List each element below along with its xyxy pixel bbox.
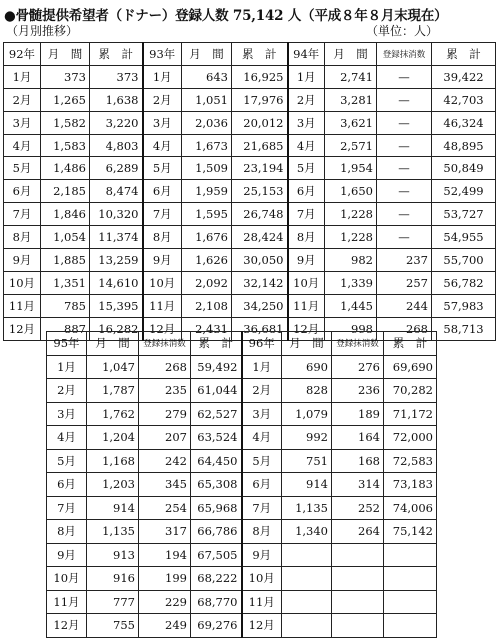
column-header: 登録抹消数 — [332, 332, 384, 356]
value-cell: 982 — [325, 249, 377, 272]
value-cell: 10,320 — [90, 203, 143, 226]
donor-table-1992-1994 — [3, 42, 496, 341]
value-cell: 992 — [282, 426, 332, 450]
month-cell: 5月 — [288, 157, 325, 180]
table-row — [47, 543, 437, 567]
month-cell: 6月 — [288, 180, 325, 203]
month-cell: 12月 — [143, 317, 182, 340]
value-cell: 317 — [139, 520, 191, 544]
month-cell: 12月 — [4, 317, 41, 340]
value-cell: 3,281 — [325, 88, 377, 111]
month-cell: 6月 — [47, 473, 87, 497]
value-cell: 913 — [87, 543, 139, 567]
table-header-row — [4, 43, 496, 66]
value-cell: 244 — [377, 294, 432, 317]
value-cell — [282, 614, 332, 638]
table-row — [47, 449, 437, 473]
value-cell: 164 — [332, 426, 384, 450]
value-cell: 74,006 — [384, 496, 437, 520]
month-cell: 3月 — [288, 111, 325, 134]
value-cell: 1,265 — [41, 88, 90, 111]
value-cell: — — [377, 180, 432, 203]
value-cell: 72,583 — [384, 449, 437, 473]
value-cell: 8,474 — [90, 180, 143, 203]
value-cell: 785 — [41, 294, 90, 317]
table-row — [47, 520, 437, 544]
column-header: 92年 — [4, 43, 41, 66]
month-cell: 8月 — [4, 226, 41, 249]
month-cell: 11月 — [288, 294, 325, 317]
value-cell: 828 — [282, 379, 332, 403]
value-cell: 276 — [332, 355, 384, 379]
value-cell: 1,203 — [87, 473, 139, 497]
value-cell: 62,527 — [191, 402, 242, 426]
table-row — [4, 157, 496, 180]
value-cell: 1,079 — [282, 402, 332, 426]
value-cell: 64,450 — [191, 449, 242, 473]
value-cell: 1,228 — [325, 226, 377, 249]
value-cell: 1,168 — [87, 449, 139, 473]
value-cell: 72,000 — [384, 426, 437, 450]
value-cell: — — [377, 157, 432, 180]
value-cell: 67,505 — [191, 543, 242, 567]
month-cell: 55,700 — [432, 249, 496, 272]
month-cell: 3月 — [47, 402, 87, 426]
value-cell — [332, 614, 384, 638]
value-cell: 11,374 — [90, 226, 143, 249]
table-row — [47, 379, 437, 403]
month-cell: 12月 — [288, 317, 325, 340]
value-cell — [332, 567, 384, 591]
value-cell: 70,282 — [384, 379, 437, 403]
month-cell: 7月 — [288, 203, 325, 226]
value-cell: 1,509 — [182, 157, 232, 180]
month-cell: 10月 — [47, 567, 87, 591]
month-cell: 5月 — [47, 449, 87, 473]
value-cell: 1,954 — [325, 157, 377, 180]
table-row — [4, 226, 496, 249]
table-row — [47, 402, 437, 426]
page-title: ●骨髄提供希望者（ドナー）登録人数 75,142 人（平成８年８月末現在） — [4, 8, 448, 24]
month-cell: 6月 — [143, 180, 182, 203]
month-cell: 54,955 — [432, 226, 496, 249]
value-cell: 71,172 — [384, 402, 437, 426]
month-cell: 6月 — [242, 473, 282, 497]
value-cell: 36,681 — [232, 317, 288, 340]
month-cell: 7月 — [143, 203, 182, 226]
value-cell: 207 — [139, 426, 191, 450]
value-cell: 75,142 — [384, 520, 437, 544]
column-header: 月 間 — [182, 43, 232, 66]
table-row — [47, 567, 437, 591]
month-cell: 12月 — [47, 614, 87, 638]
month-cell: 9月 — [47, 543, 87, 567]
value-cell: 1,787 — [87, 379, 139, 403]
table-row — [47, 426, 437, 450]
value-cell: 168 — [332, 449, 384, 473]
value-cell: 14,610 — [90, 271, 143, 294]
value-cell: 65,968 — [191, 496, 242, 520]
month-cell: 3月 — [242, 402, 282, 426]
value-cell: 1,051 — [182, 88, 232, 111]
month-cell: 8月 — [47, 520, 87, 544]
month-cell: 4月 — [47, 426, 87, 450]
value-cell: 1,445 — [325, 294, 377, 317]
value-cell: 1,885 — [41, 249, 90, 272]
value-cell — [282, 543, 332, 567]
value-cell: 23,194 — [232, 157, 288, 180]
value-cell: 61,044 — [191, 379, 242, 403]
month-cell: 8月 — [242, 520, 282, 544]
value-cell: 63,524 — [191, 426, 242, 450]
month-cell: 57,983 — [432, 294, 496, 317]
month-cell: 58,713 — [432, 317, 496, 340]
value-cell: 643 — [182, 65, 232, 88]
value-cell: 777 — [87, 590, 139, 614]
value-cell: 314 — [332, 473, 384, 497]
value-cell: 264 — [332, 520, 384, 544]
month-cell: 12月 — [242, 614, 282, 638]
month-cell: 9月 — [242, 543, 282, 567]
value-cell: 32,142 — [232, 271, 288, 294]
value-cell: 3,220 — [90, 111, 143, 134]
value-cell: 254 — [139, 496, 191, 520]
month-cell: 11月 — [47, 590, 87, 614]
month-cell: 2月 — [143, 88, 182, 111]
value-cell — [384, 543, 437, 567]
month-cell: 53,727 — [432, 203, 496, 226]
value-cell: 20,012 — [232, 111, 288, 134]
value-cell: 1,846 — [41, 203, 90, 226]
table-row — [4, 65, 496, 88]
value-cell: — — [377, 111, 432, 134]
value-cell: 73,183 — [384, 473, 437, 497]
column-header: 月 間 — [282, 332, 332, 356]
donor-table-1995-1996 — [46, 331, 437, 638]
value-cell: 26,748 — [232, 203, 288, 226]
value-cell: 1,047 — [87, 355, 139, 379]
value-cell: 1,135 — [282, 496, 332, 520]
value-cell: 2,741 — [325, 65, 377, 88]
month-cell: 2月 — [288, 88, 325, 111]
month-cell: 1月 — [143, 65, 182, 88]
value-cell: 373 — [41, 65, 90, 88]
month-cell: 10月 — [4, 271, 41, 294]
value-cell: 2,431 — [182, 317, 232, 340]
value-cell: 1,228 — [325, 203, 377, 226]
value-cell: 16,282 — [90, 317, 143, 340]
value-cell: 65,308 — [191, 473, 242, 497]
value-cell — [384, 590, 437, 614]
table-row — [4, 203, 496, 226]
column-header: 95年 — [47, 332, 87, 356]
value-cell: 1,959 — [182, 180, 232, 203]
month-cell: 3月 — [143, 111, 182, 134]
month-cell: 1月 — [47, 355, 87, 379]
value-cell: 345 — [139, 473, 191, 497]
month-cell: 8月 — [143, 226, 182, 249]
table-row — [47, 355, 437, 379]
value-cell: 242 — [139, 449, 191, 473]
column-header: 登録抹消数 — [139, 332, 191, 356]
column-header: 93年 — [143, 43, 182, 66]
month-cell: 7月 — [4, 203, 41, 226]
column-header: 月 間 — [325, 43, 377, 66]
value-cell: 28,424 — [232, 226, 288, 249]
value-cell: 1,340 — [282, 520, 332, 544]
value-cell: 998 — [325, 317, 377, 340]
column-header: 累 計 — [432, 43, 496, 66]
value-cell: 194 — [139, 543, 191, 567]
value-cell: 914 — [87, 496, 139, 520]
month-cell: 2月 — [4, 88, 41, 111]
value-cell: 2,036 — [182, 111, 232, 134]
month-cell: 11月 — [4, 294, 41, 317]
value-cell: 17,976 — [232, 88, 288, 111]
month-cell: 2月 — [242, 379, 282, 403]
month-cell: 1月 — [4, 65, 41, 88]
value-cell: 249 — [139, 614, 191, 638]
value-cell: 235 — [139, 379, 191, 403]
month-cell: 6月 — [4, 180, 41, 203]
column-header: 月 間 — [41, 43, 90, 66]
column-header: 96年 — [242, 332, 282, 356]
month-cell: 1月 — [242, 355, 282, 379]
value-cell: 1,582 — [41, 111, 90, 134]
value-cell: 690 — [282, 355, 332, 379]
value-cell: — — [377, 226, 432, 249]
month-cell: 9月 — [143, 249, 182, 272]
month-cell: 39,422 — [432, 65, 496, 88]
value-cell: 6,289 — [90, 157, 143, 180]
value-cell — [282, 567, 332, 591]
month-cell: 11月 — [242, 590, 282, 614]
month-cell: 5月 — [4, 157, 41, 180]
value-cell: 1,339 — [325, 271, 377, 294]
table-row — [4, 88, 496, 111]
month-cell: 9月 — [4, 249, 41, 272]
value-cell — [332, 543, 384, 567]
table-row — [47, 590, 437, 614]
month-cell: 1月 — [288, 65, 325, 88]
table-row — [47, 614, 437, 638]
month-cell: 11月 — [143, 294, 182, 317]
month-cell: 2月 — [47, 379, 87, 403]
value-cell: 1,054 — [41, 226, 90, 249]
value-cell: 68,222 — [191, 567, 242, 591]
value-cell: 25,153 — [232, 180, 288, 203]
value-cell: 373 — [90, 65, 143, 88]
month-cell: 56,782 — [432, 271, 496, 294]
value-cell: 30,050 — [232, 249, 288, 272]
month-cell: 4月 — [4, 134, 41, 157]
month-cell: 10月 — [143, 271, 182, 294]
value-cell: 1,204 — [87, 426, 139, 450]
table-row — [4, 180, 496, 203]
value-cell: 1,486 — [41, 157, 90, 180]
column-header: 累 計 — [384, 332, 437, 356]
value-cell: 237 — [377, 249, 432, 272]
value-cell: 755 — [87, 614, 139, 638]
value-cell: — — [377, 65, 432, 88]
column-header: 月 間 — [87, 332, 139, 356]
subtitle: （月別推移） — [6, 24, 79, 38]
value-cell: 68,770 — [191, 590, 242, 614]
value-cell: 252 — [332, 496, 384, 520]
value-cell — [384, 567, 437, 591]
month-cell: 10月 — [242, 567, 282, 591]
value-cell: 1,583 — [41, 134, 90, 157]
table-header-row — [47, 332, 437, 356]
value-cell: 4,803 — [90, 134, 143, 157]
value-cell: 1,626 — [182, 249, 232, 272]
value-cell: 2,185 — [41, 180, 90, 203]
value-cell: 1,638 — [90, 88, 143, 111]
value-cell: 268 — [139, 355, 191, 379]
value-cell: 1,135 — [87, 520, 139, 544]
month-cell: 3月 — [4, 111, 41, 134]
month-cell: 9月 — [288, 249, 325, 272]
value-cell: 1,351 — [41, 271, 90, 294]
column-header: 累 計 — [90, 43, 143, 66]
value-cell: 1,673 — [182, 134, 232, 157]
value-cell: 268 — [377, 317, 432, 340]
month-cell: 8月 — [288, 226, 325, 249]
value-cell: 1,762 — [87, 402, 139, 426]
table-row — [4, 111, 496, 134]
value-cell: 15,395 — [90, 294, 143, 317]
value-cell: 2,092 — [182, 271, 232, 294]
value-cell: 21,685 — [232, 134, 288, 157]
value-cell: 34,250 — [232, 294, 288, 317]
column-header: 94年 — [288, 43, 325, 66]
table-row — [4, 134, 496, 157]
table-row — [4, 271, 496, 294]
value-cell: 66,786 — [191, 520, 242, 544]
month-cell: 4月 — [242, 426, 282, 450]
value-cell: — — [377, 88, 432, 111]
month-cell: 5月 — [242, 449, 282, 473]
value-cell: 914 — [282, 473, 332, 497]
month-cell: 50,849 — [432, 157, 496, 180]
value-cell — [282, 590, 332, 614]
month-cell: 10月 — [288, 271, 325, 294]
column-header: 登録抹消数 — [377, 43, 432, 66]
month-cell: 5月 — [143, 157, 182, 180]
value-cell: 1,650 — [325, 180, 377, 203]
value-cell: 199 — [139, 567, 191, 591]
value-cell: 751 — [282, 449, 332, 473]
value-cell — [332, 590, 384, 614]
column-header: 累 計 — [232, 43, 288, 66]
table-row — [4, 294, 496, 317]
month-cell: 7月 — [242, 496, 282, 520]
table-row — [47, 496, 437, 520]
value-cell: — — [377, 203, 432, 226]
unit-label: （単位：人） — [365, 24, 438, 38]
month-cell: 52,499 — [432, 180, 496, 203]
value-cell: 69,690 — [384, 355, 437, 379]
column-header: 累 計 — [191, 332, 242, 356]
value-cell: 257 — [377, 271, 432, 294]
value-cell: — — [377, 134, 432, 157]
value-cell: 279 — [139, 402, 191, 426]
month-cell: 4月 — [288, 134, 325, 157]
value-cell: 13,259 — [90, 249, 143, 272]
value-cell: 1,676 — [182, 226, 232, 249]
value-cell: 2,571 — [325, 134, 377, 157]
month-cell: 46,324 — [432, 111, 496, 134]
month-cell: 42,703 — [432, 88, 496, 111]
value-cell: 916 — [87, 567, 139, 591]
value-cell: 59,492 — [191, 355, 242, 379]
table-row — [47, 473, 437, 497]
value-cell: 887 — [41, 317, 90, 340]
value-cell: 2,108 — [182, 294, 232, 317]
month-cell: 4月 — [143, 134, 182, 157]
value-cell: 236 — [332, 379, 384, 403]
value-cell: 3,621 — [325, 111, 377, 134]
value-cell: 1,595 — [182, 203, 232, 226]
month-cell: 7月 — [47, 496, 87, 520]
value-cell — [384, 614, 437, 638]
table-row — [4, 249, 496, 272]
value-cell: 16,925 — [232, 65, 288, 88]
value-cell: 189 — [332, 402, 384, 426]
month-cell: 48,895 — [432, 134, 496, 157]
value-cell: 69,276 — [191, 614, 242, 638]
value-cell: 229 — [139, 590, 191, 614]
